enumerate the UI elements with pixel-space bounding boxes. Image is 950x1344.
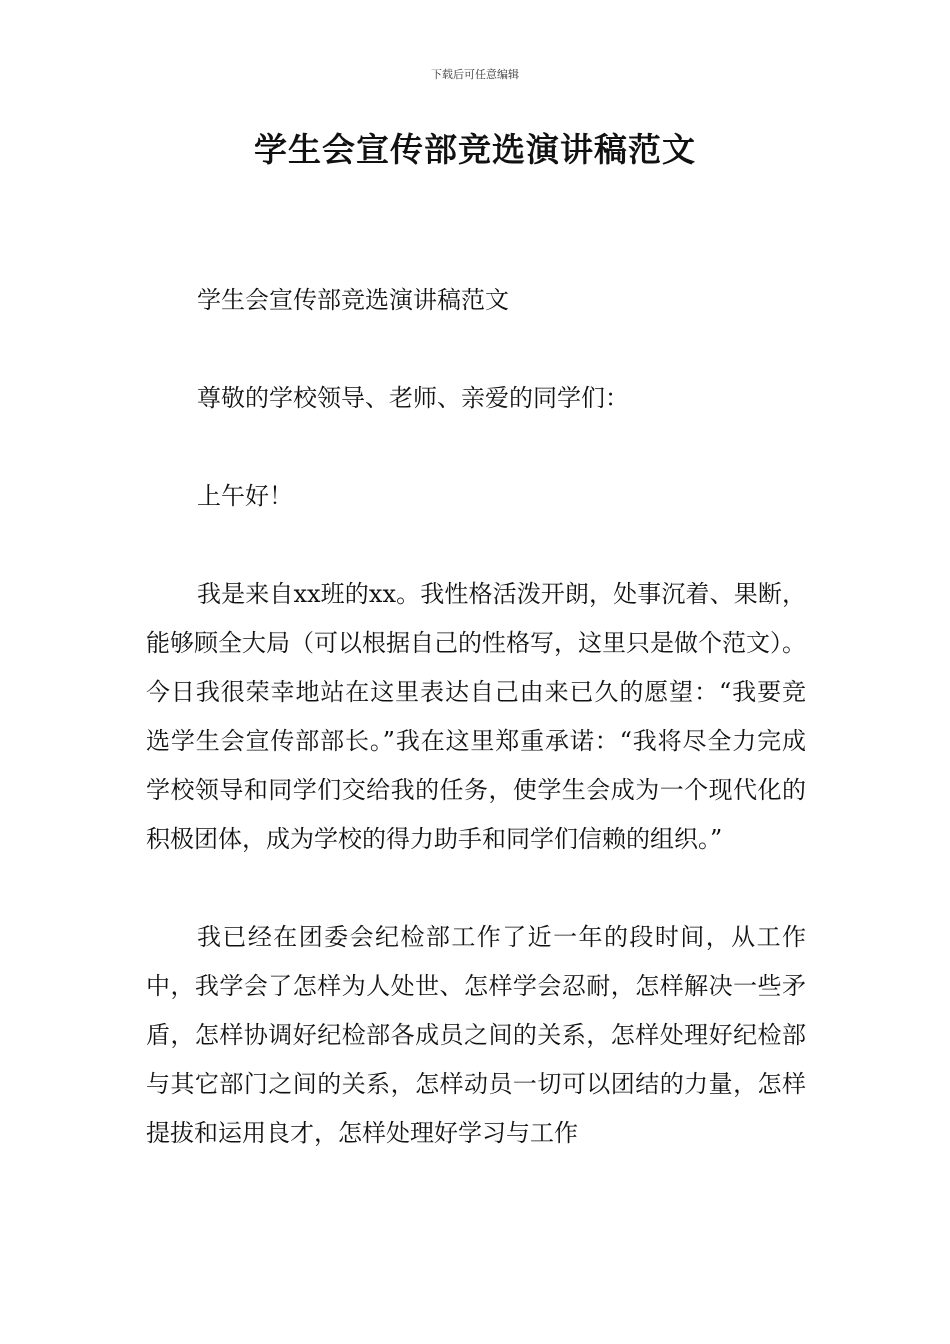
paragraph-experience: 我已经在团委会纪检部工作了近一年的段时间，从工作中，我学会了怎样为人处世、怎样学会忍耐，怎样解决一些矛盾，怎样协调好纪检部各成员之间的关系，怎样处理好纪检部与其它部门之间的关系，怎样动员一切可以团结的力量，怎样提拔和运用良才，怎样处理好学习与工作	[146, 923, 806, 1147]
header-note: 下载后可任意编辑	[431, 68, 519, 81]
paragraph-greeting: 尊敬的学校领导、老师、亲爱的同学们：	[197, 384, 629, 412]
document-title: 学生会宣传部竞选演讲稿范文	[254, 130, 696, 169]
paragraph-intro: 我是来自xx班的xx。我性格活泼开朗，处事沉着、果断，能够顾全大局（可以根据自己的性格写，这里只是做个范文）。今日我很荣幸地站在这里表达自己由来已久的愿望：“我要竞选学生会宣传部部长。”我在这里郑重承诺：“我将尽全力完成学校领导和同学们交给我的任务，使学生会成为一个现代化的积极团体，成为学校的得力助手和同学们信赖的组织。”	[146, 580, 806, 853]
paragraph-subtitle: 学生会宣传部竞选演讲稿范文	[197, 286, 509, 314]
paragraph-hello: 上午好！	[197, 482, 293, 510]
document-body	[146, 276, 806, 1158]
